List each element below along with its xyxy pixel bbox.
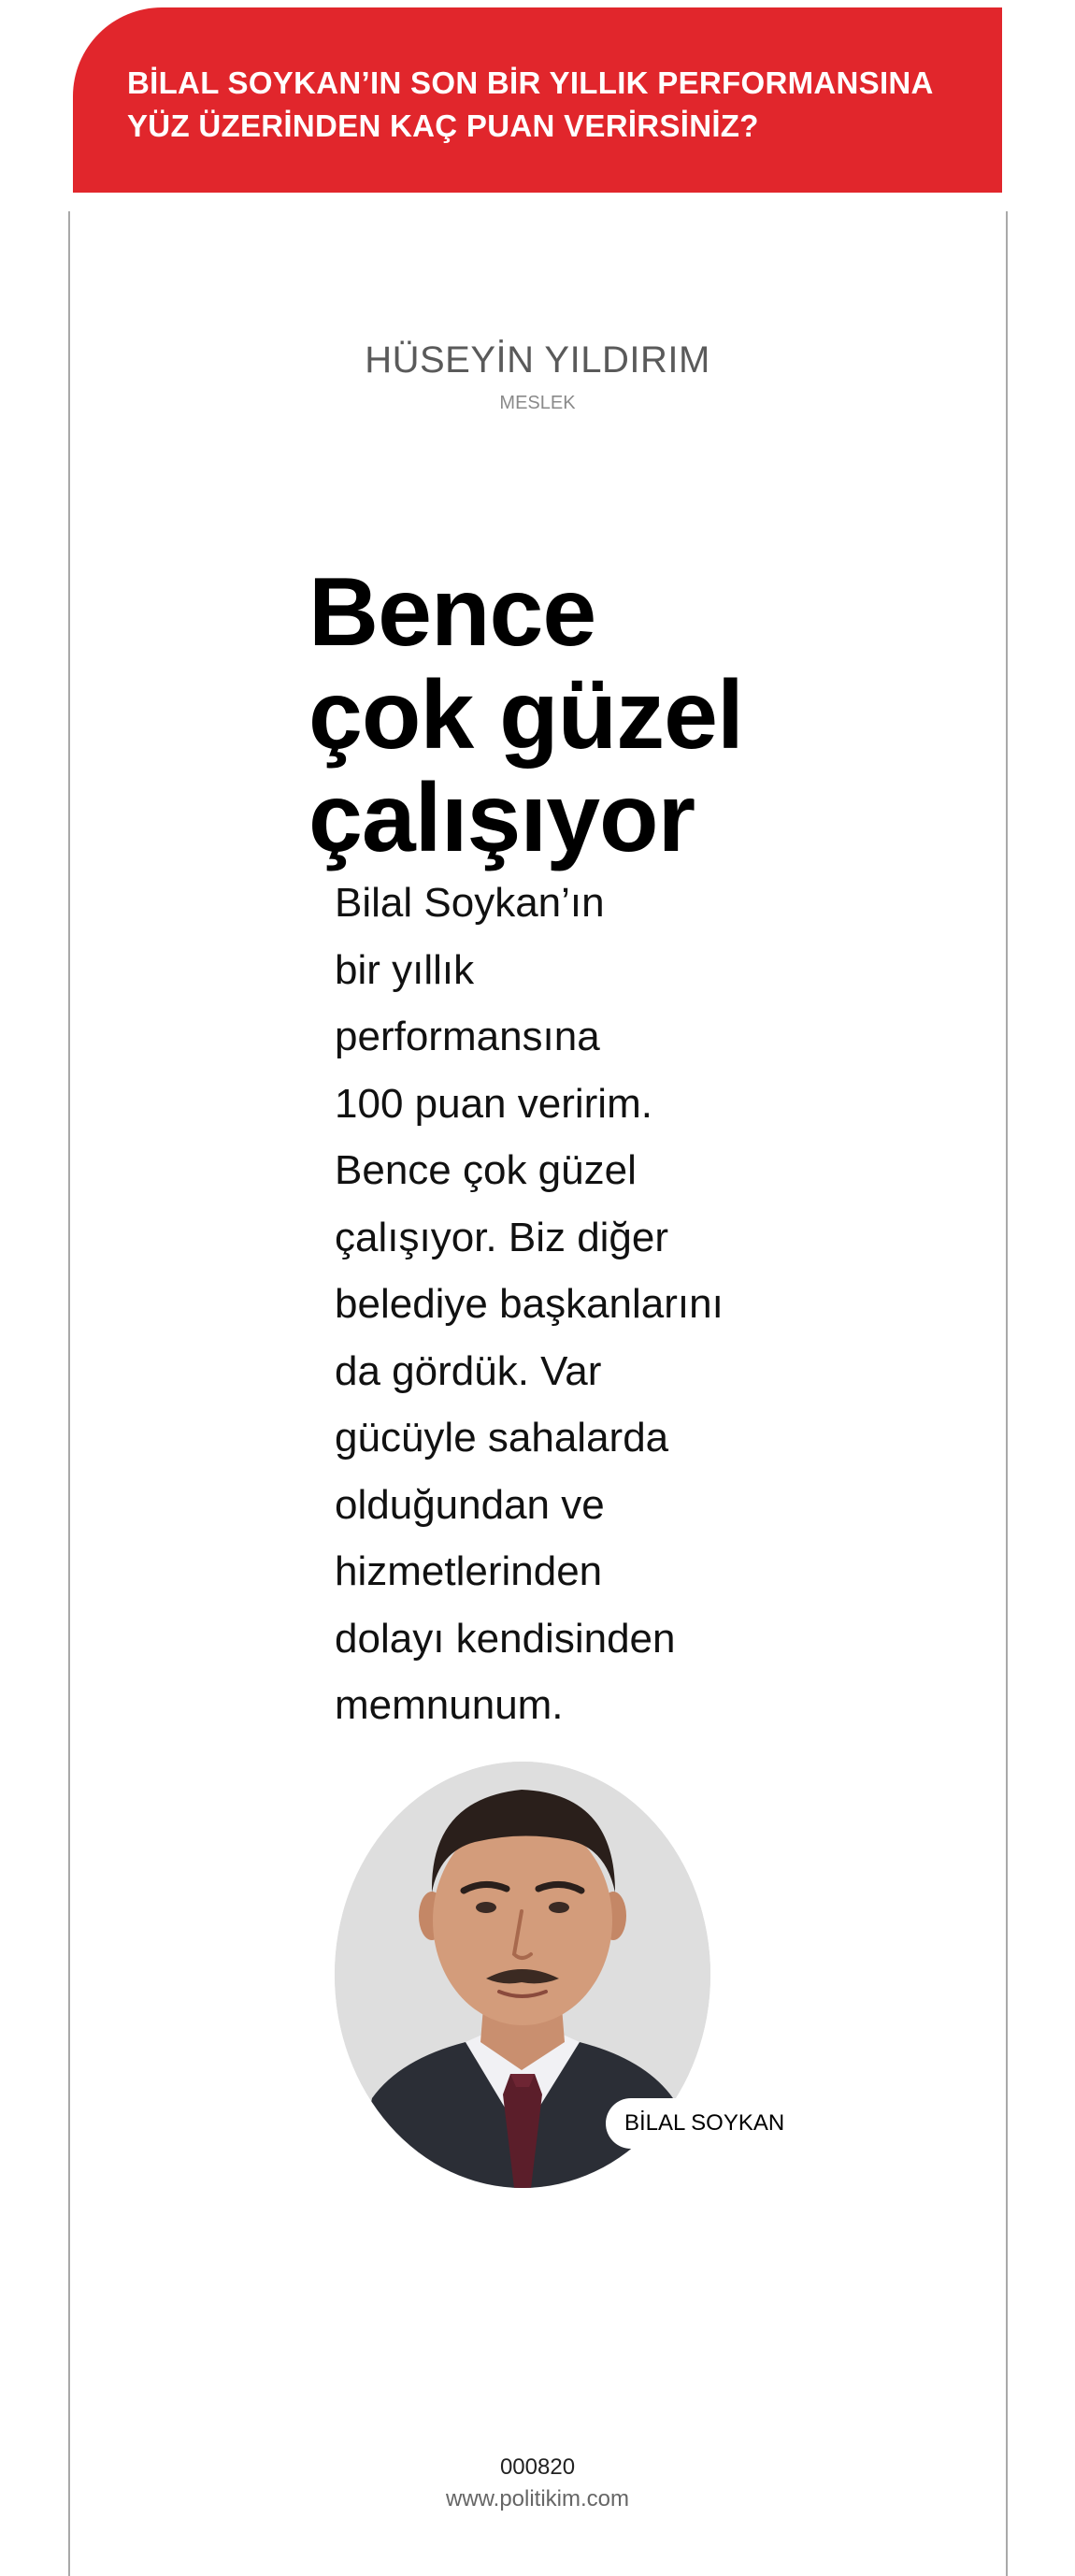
- quote-body: [335, 870, 821, 1739]
- author-name: HÜSEYİN YILDIRIM: [365, 339, 710, 381]
- body-line: hizmetlerinden: [335, 1548, 603, 1594]
- body-line: performansına: [335, 1014, 600, 1059]
- subject-name-label: BİLAL SOYKAN: [606, 2098, 803, 2149]
- headline-line: Bence: [308, 558, 596, 667]
- question-line-2: YÜZ ÜZERİNDEN KAÇ PUAN VERİRSİNİZ?: [127, 108, 759, 143]
- author-occupation: MESLEK: [499, 393, 576, 413]
- body-line: da gördük. Var: [335, 1347, 602, 1394]
- body-line: belediye başkanlarını: [335, 1281, 724, 1327]
- headline-line: çalışıyor: [308, 764, 695, 872]
- question-banner: [73, 7, 1002, 193]
- body-line: gücüyle sahalarda: [335, 1415, 669, 1461]
- footer-website: www.politikim.com: [445, 2486, 630, 2511]
- body-line: çalışıyor. Biz diğer: [335, 1214, 669, 1260]
- body-line: memnunum.: [335, 1682, 564, 1728]
- question-line-1: BİLAL SOYKAN’IN SON BİR YILLIK PERFORMANSINA: [127, 65, 934, 100]
- body-line: Bilal Soykan’ın: [335, 880, 605, 926]
- body-line: Bence çok güzel: [335, 1147, 637, 1193]
- right-border-line: [1006, 211, 1008, 2576]
- headline: [308, 558, 832, 872]
- footer-code: 000820: [499, 2454, 576, 2480]
- left-border-line: [68, 211, 70, 2576]
- body-line: bir yıllık: [335, 946, 475, 993]
- headline-line: çok güzel: [308, 661, 743, 770]
- body-line: olduğundan ve: [335, 1481, 605, 1528]
- body-line: 100 puan veririm.: [335, 1080, 652, 1127]
- body-line: dolayı kendisinden: [335, 1615, 676, 1662]
